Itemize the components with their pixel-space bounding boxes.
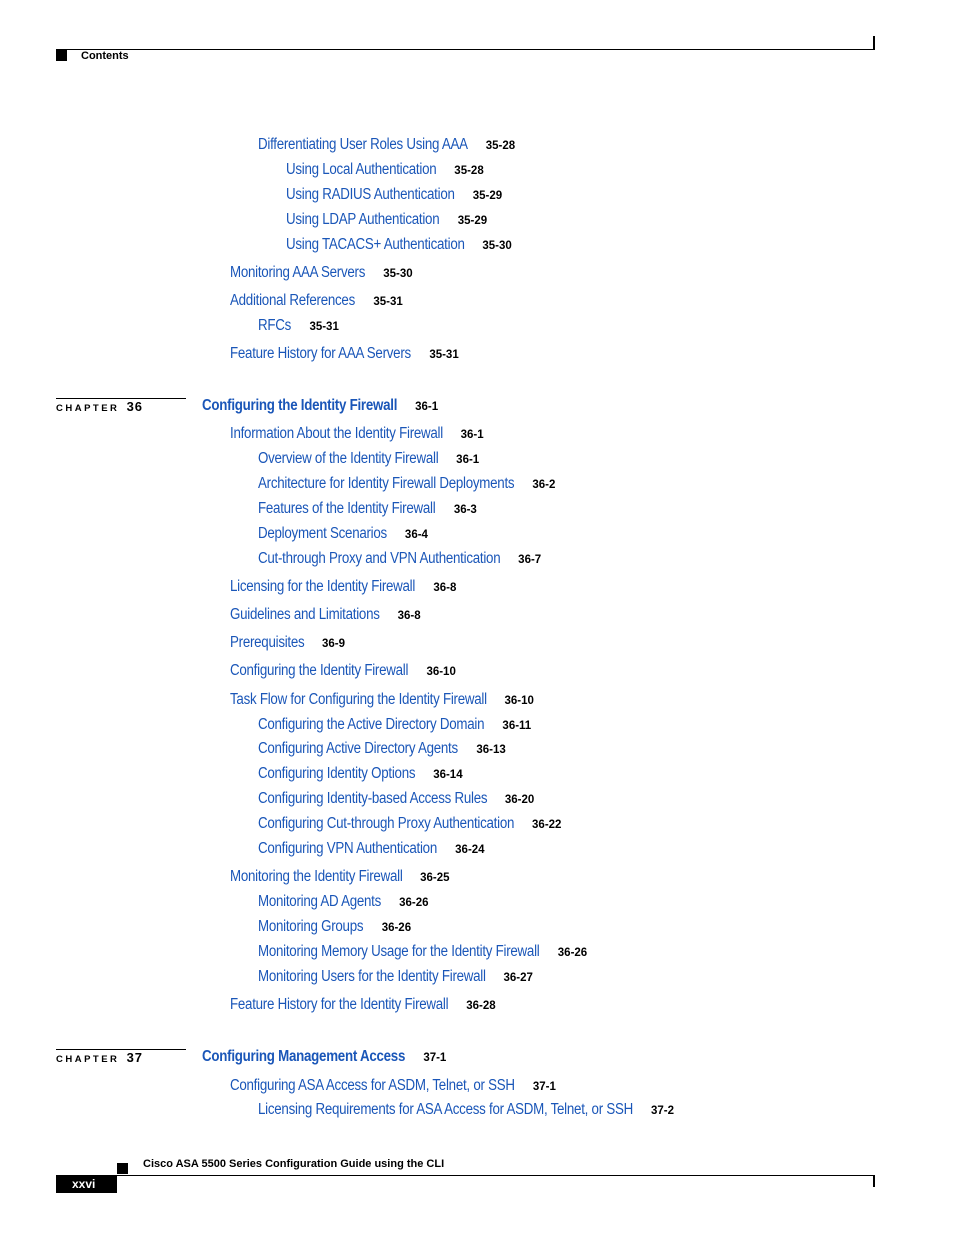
toc-link[interactable]: Configuring VPN Authentication	[258, 840, 438, 857]
toc-link[interactable]: Configuring the Identity Firewall	[230, 662, 409, 679]
toc-entry[interactable]	[230, 995, 496, 1015]
toc-entry[interactable]	[230, 344, 459, 364]
header-rule	[56, 49, 874, 50]
toc-page: 36-3	[453, 504, 477, 516]
chapter-36-label	[56, 400, 143, 416]
toc-page: 37-2	[650, 1105, 674, 1117]
chapter-number: 37	[126, 1050, 144, 1065]
chapter-word: CHAPTER	[56, 403, 120, 414]
toc-page: 36-10	[504, 695, 534, 707]
toc-page: 35-31	[429, 349, 459, 361]
toc-entry[interactable]	[258, 1100, 674, 1120]
toc-link[interactable]: Using LDAP Authentication	[286, 211, 440, 228]
toc-entry[interactable]	[230, 605, 421, 625]
toc-link[interactable]: Licensing for the Identity Firewall	[230, 578, 416, 595]
footer-marker	[117, 1163, 128, 1174]
toc-page: 37-1	[532, 1081, 556, 1093]
header-label: Contents	[81, 50, 129, 62]
toc-link[interactable]: Task Flow for Configuring the Identity Firewall	[230, 691, 487, 708]
toc-page: 35-28	[454, 165, 484, 177]
toc-page: 36-22	[532, 819, 562, 831]
toc-page: 35-29	[472, 190, 503, 202]
toc-link[interactable]: Additional References	[230, 292, 356, 309]
toc-link[interactable]: Guidelines and Limitations	[230, 606, 380, 623]
toc-page: 36-1	[456, 454, 480, 466]
header-marker	[56, 50, 67, 61]
toc-page: 36-2	[532, 479, 556, 491]
toc-link[interactable]: Monitoring Users for the Identity Firewall	[258, 968, 486, 985]
toc-entry[interactable]	[258, 449, 479, 469]
toc-link[interactable]: Using RADIUS Authentication	[286, 186, 455, 203]
toc-page: 36-8	[433, 582, 457, 594]
toc-link[interactable]: Information About the Identity Firewall	[230, 425, 443, 442]
toc-page: 36-11	[502, 720, 532, 732]
toc-link[interactable]: Configuring the Active Directory Domain	[258, 716, 485, 733]
toc-entry[interactable]	[258, 549, 541, 569]
toc-page: 36-1	[460, 429, 484, 441]
toc-link[interactable]: Monitoring the Identity Firewall	[230, 868, 403, 885]
toc-link[interactable]: Monitoring Groups	[258, 918, 364, 935]
toc-page: 36-9	[322, 638, 346, 650]
toc-entry[interactable]	[230, 1076, 556, 1096]
toc-page: 36-26	[399, 897, 429, 909]
header-edge-tick	[873, 36, 875, 50]
toc-entry[interactable]	[258, 715, 531, 735]
toc-link[interactable]: Monitoring AD Agents	[258, 893, 382, 910]
toc-link[interactable]: Using Local Authentication	[286, 161, 437, 178]
toc-entry[interactable]	[258, 524, 428, 544]
toc-link[interactable]: Feature History for AAA Servers	[230, 345, 411, 362]
toc-entry[interactable]	[230, 577, 456, 597]
toc-entry[interactable]	[258, 499, 477, 519]
toc-entry[interactable]	[286, 235, 512, 255]
toc-page: 35-30	[383, 268, 413, 280]
toc-entry[interactable]	[230, 690, 534, 710]
toc-entry[interactable]	[258, 739, 506, 759]
toc-link[interactable]: Configuring Active Directory Agents	[258, 740, 458, 757]
toc-page: 35-31	[373, 296, 403, 308]
toc-link[interactable]: Monitoring AAA Servers	[230, 264, 366, 281]
toc-page: 36-27	[503, 972, 533, 984]
footer-book-title: Cisco ASA 5500 Series Configuration Guide using the CLI	[143, 1158, 445, 1170]
toc-page: 36-14	[433, 769, 463, 781]
toc-link[interactable]: Cut-through Proxy and VPN Authentication	[258, 550, 501, 567]
toc-entry[interactable]	[230, 661, 456, 681]
toc-link[interactable]: Configuring Identity-based Access Rules	[258, 790, 488, 807]
toc-entry[interactable]	[258, 967, 533, 987]
toc-link[interactable]: Configuring Cut-through Proxy Authentication	[258, 815, 515, 832]
toc-page: 35-28	[485, 140, 516, 152]
toc-link[interactable]: Overview of the Identity Firewall	[258, 450, 439, 467]
footer-page-number: xxvi	[72, 1177, 96, 1191]
toc-entry[interactable]	[258, 839, 485, 859]
toc-entry[interactable]	[258, 892, 429, 912]
toc-link[interactable]: Monitoring Memory Usage for the Identity Firewall	[258, 943, 540, 960]
toc-page: 36-20	[504, 794, 535, 806]
toc-page: 36-4	[404, 529, 428, 541]
toc-link[interactable]: RFCs	[258, 317, 292, 334]
chapter-number: 36	[126, 399, 144, 414]
toc-entry[interactable]	[230, 867, 450, 887]
chapter-37-label	[56, 1051, 143, 1067]
toc-entry[interactable]	[258, 764, 463, 784]
toc-entry[interactable]	[258, 789, 534, 809]
toc-link[interactable]: Configuring Identity Options	[258, 765, 416, 782]
toc-page: 36-26	[381, 922, 412, 934]
chapter-37-rule	[56, 1049, 186, 1050]
toc-entry[interactable]	[258, 135, 515, 155]
toc-page: 36-7	[518, 554, 542, 566]
chapter-word: CHAPTER	[56, 1054, 120, 1065]
toc-link[interactable]: Licensing Requirements for ASA Access for ASDM, Telnet, or SSH	[258, 1101, 633, 1118]
toc-entry[interactable]	[258, 942, 587, 962]
toc-page: 35-31	[309, 321, 339, 333]
toc-entry[interactable]	[230, 263, 413, 283]
toc-link[interactable]: Features of the Identity Firewall	[258, 500, 436, 517]
toc-entry[interactable]	[286, 210, 487, 230]
toc-entry[interactable]	[230, 633, 345, 653]
toc-page: 36-8	[397, 610, 421, 622]
toc-page: 36-28	[466, 1000, 496, 1012]
toc-chapter-entry[interactable]	[202, 396, 438, 416]
toc-link[interactable]: Deployment Scenarios	[258, 525, 387, 542]
toc-page: 36-25	[420, 872, 450, 884]
toc-link[interactable]: Differentiating User Roles Using AAA	[258, 136, 468, 153]
chapter-36-rule	[56, 398, 186, 399]
toc-page: 36-10	[426, 666, 456, 678]
toc-page: 37-1	[423, 1052, 447, 1064]
toc-entry[interactable]	[286, 160, 484, 180]
toc-page: 36-13	[476, 744, 506, 756]
toc-page: 36-26	[557, 947, 588, 959]
toc-page: 36-24	[455, 844, 485, 856]
toc-link[interactable]: Using TACACS+ Authentication	[286, 236, 465, 253]
toc-entry[interactable]	[258, 814, 561, 834]
toc-link[interactable]: Configuring ASA Access for ASDM, Telnet, or SSH	[230, 1077, 515, 1094]
toc-page: 35-30	[482, 240, 512, 252]
toc-link[interactable]: Architecture for Identity Firewall Deployments	[258, 475, 515, 492]
toc-entry[interactable]	[258, 474, 555, 494]
toc-chapter-entry[interactable]	[202, 1047, 446, 1067]
toc-entry[interactable]	[258, 316, 339, 336]
toc-page: 35-29	[457, 215, 488, 227]
toc-entry[interactable]	[230, 291, 403, 311]
toc-link[interactable]: Prerequisites	[230, 634, 305, 651]
toc-entry[interactable]	[230, 424, 484, 444]
footer-rule	[56, 1175, 874, 1176]
toc-chapter-link[interactable]: Configuring Management Access	[202, 1048, 406, 1065]
toc-link[interactable]: Feature History for the Identity Firewall	[230, 996, 449, 1013]
toc-entry[interactable]	[258, 917, 411, 937]
toc-page: 36-1	[415, 401, 439, 413]
toc-chapter-link[interactable]: Configuring the Identity Firewall	[202, 397, 398, 414]
toc-entry[interactable]	[286, 185, 502, 205]
footer-edge-tick	[873, 1175, 875, 1187]
